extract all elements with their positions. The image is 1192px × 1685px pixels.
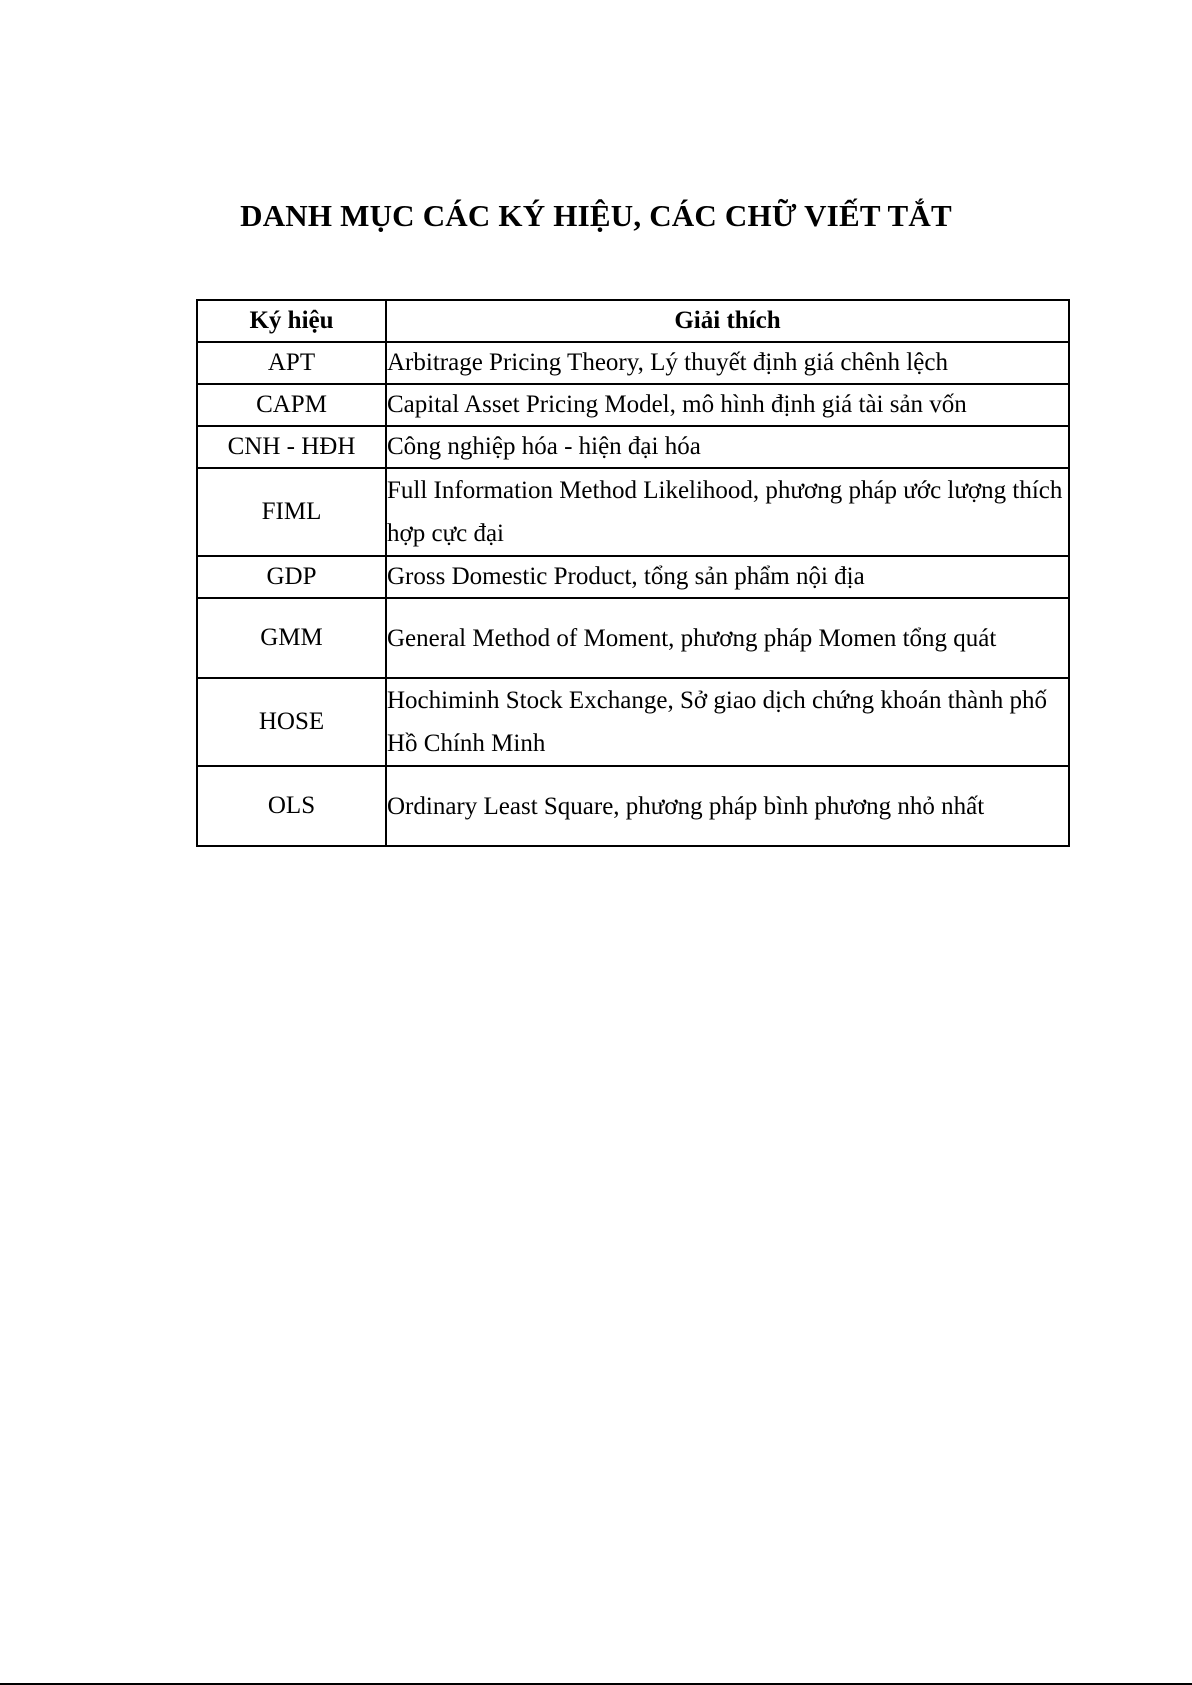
- description-cell: Arbitrage Pricing Theory, Lý thuyết định giá chênh lệch: [386, 342, 1069, 384]
- description-cell: Công nghiệp hóa - hiện đại hóa: [386, 426, 1069, 468]
- table-row: [197, 598, 1069, 678]
- symbol-cell: CAPM: [197, 384, 386, 426]
- symbol-cell: OLS: [197, 766, 386, 846]
- description-cell: Gross Domestic Product, tổng sản phẩm nội địa: [386, 556, 1069, 598]
- table-row: [197, 766, 1069, 846]
- table-row: [197, 678, 1069, 766]
- header-description: Giải thích: [386, 300, 1069, 342]
- table-header-row: [197, 300, 1069, 342]
- symbol-cell: CNH - HĐH: [197, 426, 386, 468]
- header-symbol: Ký hiệu: [197, 300, 386, 342]
- symbol-cell: APT: [197, 342, 386, 384]
- table-row: [197, 468, 1069, 556]
- description-cell: Capital Asset Pricing Model, mô hình định giá tài sản vốn: [386, 384, 1069, 426]
- description-cell: Hochiminh Stock Exchange, Sở giao dịch chứng khoán thành phố Hồ Chính Minh: [386, 678, 1069, 766]
- description-cell: Ordinary Least Square, phương pháp bình phương nhỏ nhất: [386, 766, 1069, 846]
- page-title: DANH MỤC CÁC KÝ HIỆU, CÁC CHỮ VIẾT TẮT: [240, 198, 952, 233]
- abbreviations-table: [196, 299, 1070, 847]
- table-row: [197, 342, 1069, 384]
- symbol-cell: HOSE: [197, 678, 386, 766]
- table-row: [197, 384, 1069, 426]
- symbol-cell: GDP: [197, 556, 386, 598]
- symbol-cell: GMM: [197, 598, 386, 678]
- table-row: [197, 556, 1069, 598]
- symbol-cell: FIML: [197, 468, 386, 556]
- description-cell: Full Information Method Likelihood, phương pháp ước lượng thích hợp cực đại: [386, 468, 1069, 556]
- table-row: [197, 426, 1069, 468]
- description-cell: General Method of Moment, phương pháp Momen tổng quát: [386, 598, 1069, 678]
